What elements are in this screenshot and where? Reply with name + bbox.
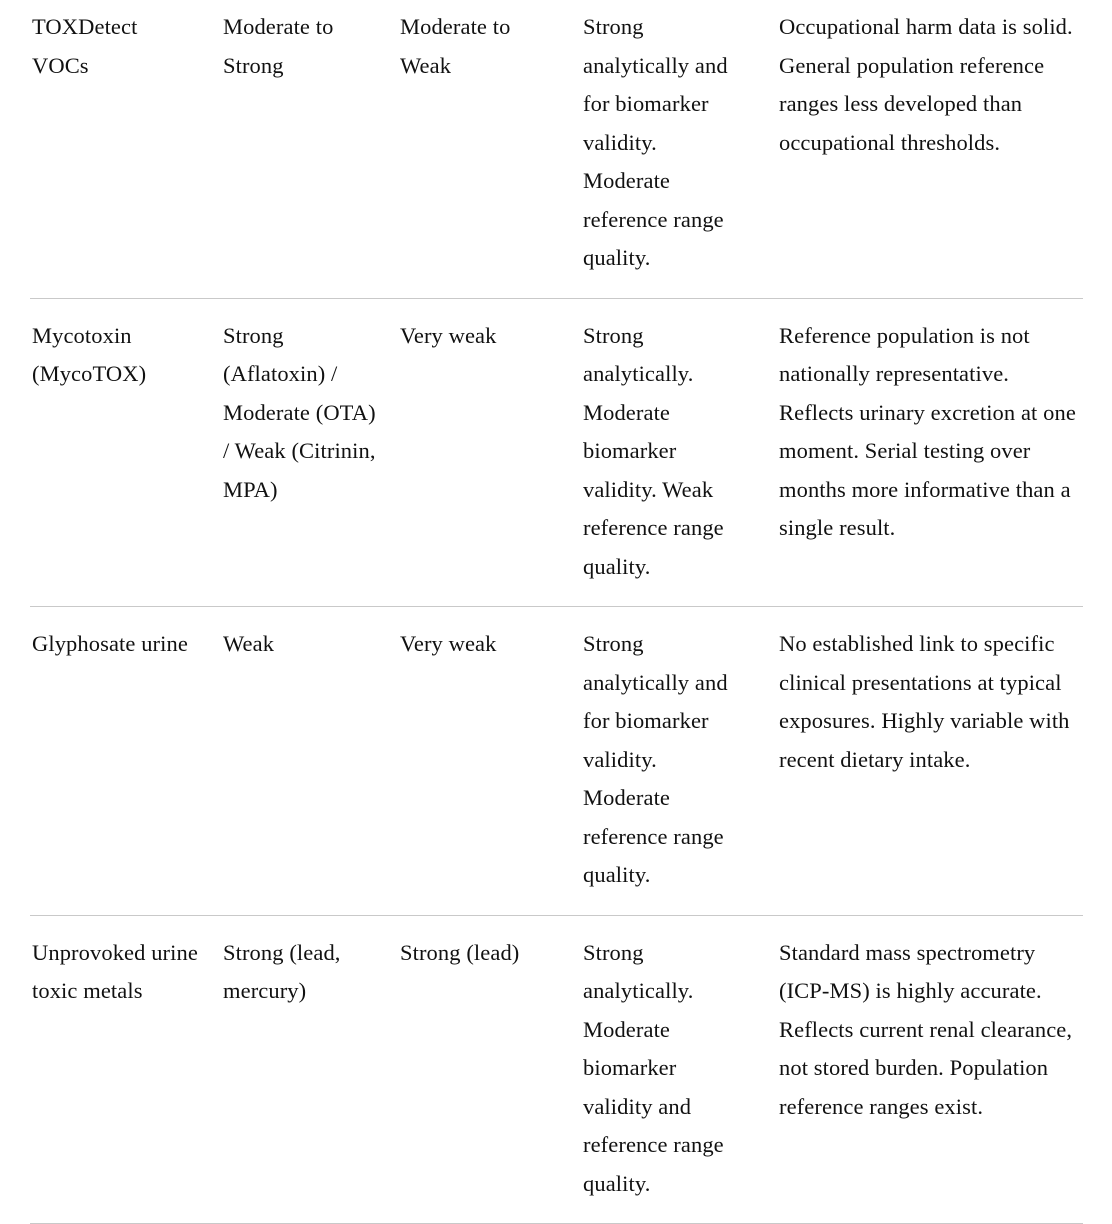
cell-notes: Occupational harm data is solid. General population reference ranges less developed than occupational thresholds. [777,4,1083,298]
cell-benefit-evidence: Very weak [398,607,581,916]
cell-harm-evidence: Strong (lead, mercury) [221,915,398,1224]
cell-technical-quality: Strong analytically. Moderate biomarker validity and reference range quality. [581,915,777,1224]
table-row [30,915,1083,1224]
table-row [30,4,1083,298]
test-evaluation-table [30,4,1083,1224]
cell-benefit-evidence: Strong (lead) [398,915,581,1224]
cell-technical-quality: Strong analytically and for biomarker validity. Moderate reference range quality. [581,4,777,298]
cell-notes: Reference population is not nationally representative. Reflects urinary excretion at one moment. Serial testing over months more informative than a single result. [777,298,1083,607]
cell-benefit-evidence: Very weak [398,298,581,607]
cell-test-name: Unprovoked urine toxic metals [30,915,221,1224]
cell-notes: No established link to specific clinical presentations at typical exposures. Highly variable with recent dietary intake. [777,607,1083,916]
cell-harm-evidence: Weak [221,607,398,916]
table-row [30,607,1083,916]
cell-harm-evidence: Moderate to Strong [221,4,398,298]
cell-technical-quality: Strong analytically and for biomarker validity. Moderate reference range quality. [581,607,777,916]
cell-benefit-evidence: Moderate to Weak [398,4,581,298]
table-body [30,4,1083,1224]
cell-test-name: Mycotoxin (MycoTOX) [30,298,221,607]
cell-test-name: TOXDetect VOCs [30,4,221,298]
table-row [30,298,1083,607]
cell-test-name: Glyphosate urine [30,607,221,916]
cell-technical-quality: Strong analytically. Moderate biomarker validity. Weak reference range quality. [581,298,777,607]
cell-notes: Standard mass spectrometry (ICP-MS) is highly accurate. Reflects current renal clearance, not stored burden. Population reference ranges exist. [777,915,1083,1224]
cell-harm-evidence: Strong (Aflatoxin) / Moderate (OTA) / Weak (Citrinin, MPA) [221,298,398,607]
